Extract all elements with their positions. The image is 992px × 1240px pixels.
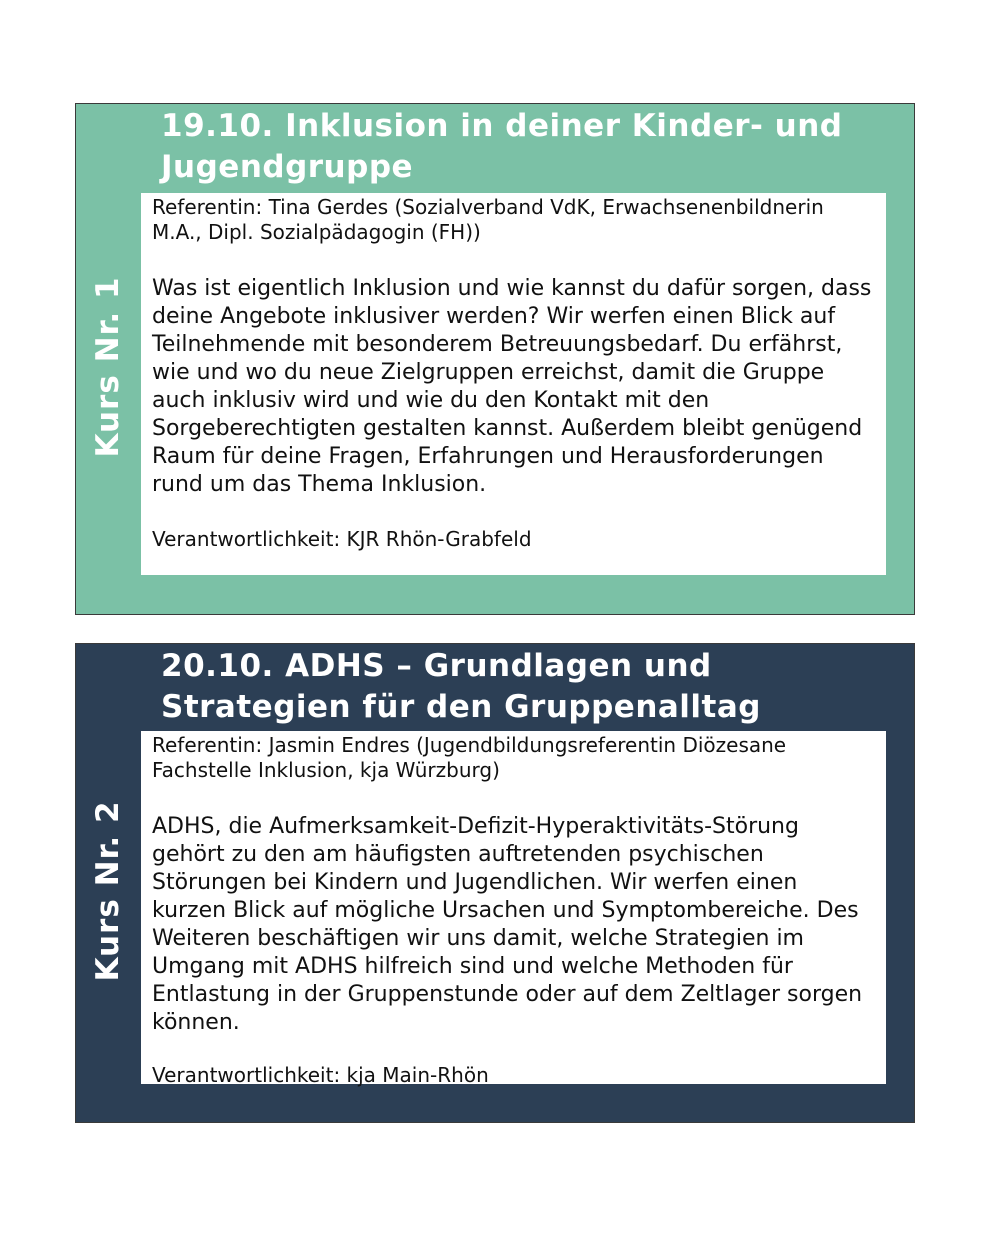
course-responsibility: Verantwortlichkeit: kja Main-Rhön bbox=[152, 1063, 489, 1087]
course-responsibility: Verantwortlichkeit: KJR Rhön-Grabfeld bbox=[152, 527, 532, 551]
course-side-label-container bbox=[76, 104, 140, 614]
course-number-label: Kurs Nr. 2 bbox=[90, 800, 126, 982]
course-side-label-container bbox=[76, 644, 140, 1122]
course-details-panel bbox=[141, 193, 886, 575]
course-referentin: Referentin: Jasmin Endres (Jugendbildungsreferentin Diözesane Fachstelle Inklusion, kja Würzburg) bbox=[152, 733, 787, 782]
course-title: 20.10. ADHS – Grundlagen und Strategien für den Gruppenalltag bbox=[161, 648, 761, 725]
course-referentin: Referentin: Tina Gerdes (Sozialverband VdK, Erwachsenenbildnerin M.A., Dipl. Sozialpädagogin (FH)) bbox=[152, 195, 824, 244]
course-card-1 bbox=[75, 103, 915, 615]
course-description: ADHS, die Aufmerksamkeit-Defizit-Hyperaktivitäts-Störung gehört zu den am häufigsten auftretenden psychischen Störungen bei Kindern und Jugendlichen. Wir werfen einen kurzen Blick auf mögliche Ursachen und Symptombereiche. Des Weiteren beschäftigen wir uns damit, welche Strategien im Umgang mit ADHS hilfreich sind und welche Methoden für Entlastung in der Gruppenstunde oder auf dem Zeltlager sorgen können. bbox=[152, 814, 863, 1035]
course-description: Was ist eigentlich Inklusion und wie kannst du dafür sorgen, dass deine Angebote inklusiver werden? Wir werfen einen Blick auf Teilnehmende mit besonderem Betreuungsbedarf. Du erfährst, wie und wo du neue Zielgruppen erreichst, damit die Gruppe auch inklusiv wird und wie du den Kontakt mit den Sorgeberechtigten gestalten kannst. Außerdem bleibt genügend Raum für deine Fragen, Erfahrungen und Herausforderungen rund um das Thema Inklusion. bbox=[152, 276, 872, 497]
course-title: 19.10. Inklusion in deiner Kinder- und Jugendgruppe bbox=[161, 108, 843, 185]
course-card-2 bbox=[75, 643, 915, 1123]
course-number-label: Kurs Nr. 1 bbox=[90, 276, 126, 458]
course-details-panel bbox=[141, 731, 886, 1087]
